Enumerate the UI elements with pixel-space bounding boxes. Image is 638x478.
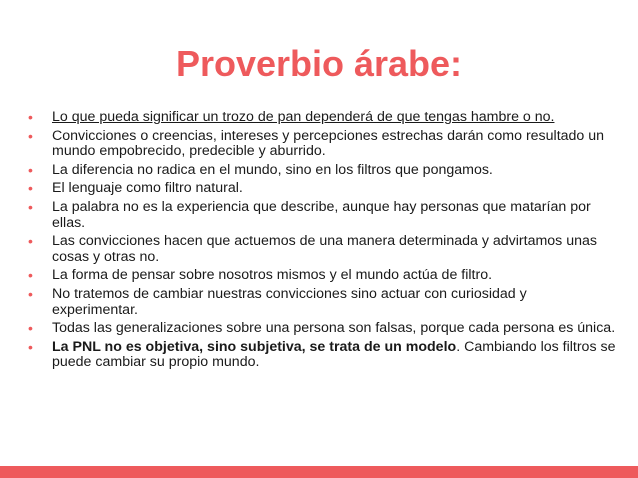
bullet-marker: • xyxy=(28,267,33,284)
bullet-item-1 xyxy=(26,110,616,126)
bullet-text: Lo que pueda significar un trozo de pan dependerá de que tengas hambre o no. xyxy=(52,109,555,125)
bullet-text: Convicciones o creencias, intereses y percepciones estrechas darán como resultado un mundo empobrecido, predecible y aburrido. xyxy=(52,127,605,160)
bullet-text: El lenguaje como filtro natural. xyxy=(52,180,243,197)
bullet-marker: • xyxy=(28,320,33,337)
bullet-item-3 xyxy=(26,163,616,179)
footer-accent-bar xyxy=(0,466,638,478)
bullet-text: La diferencia no radica en el mundo, sino en los filtros que pongamos. xyxy=(52,161,493,178)
bullet-marker: • xyxy=(28,285,33,302)
bullet-marker: • xyxy=(28,233,33,250)
bullet-marker: • xyxy=(28,109,33,125)
bullet-item-4 xyxy=(26,181,616,197)
bullet-marker: • xyxy=(28,161,33,178)
bullet-item-6 xyxy=(26,234,616,265)
bullet-item-10 xyxy=(26,340,616,371)
bullet-item-2 xyxy=(26,129,616,160)
bullet-text: La forma de pensar sobre nosotros mismos y el mundo actúa de filtro. xyxy=(52,267,493,284)
bullet-text: Las convicciones hacen que actuemos de una manera determinada y advirtamos unas cosas y otras no. xyxy=(52,233,597,265)
bullet-marker: • xyxy=(28,127,33,144)
bullet-marker: • xyxy=(28,338,33,355)
bullet-text: No tratemos de cambiar nuestras convicciones sino actuar con curiosidad y experimentar. xyxy=(52,285,527,318)
bullet-list xyxy=(26,110,616,374)
bullet-text: La palabra no es la experiencia que describe, aunque hay personas que matarían por ellas. xyxy=(52,198,591,231)
bullet-item-8 xyxy=(26,287,616,318)
slide-title: Proverbio árabe: xyxy=(175,43,463,84)
bullet-marker: • xyxy=(28,198,33,215)
bullet-item-5 xyxy=(26,200,616,231)
bullet-text: Todas las generalizaciones sobre una persona son falsas, porque cada persona es única. xyxy=(52,320,616,337)
bullet-text-bold: La PNL no es objetiva, sino subjetiva, se trata de un modelo xyxy=(52,338,457,355)
bullet-item-7 xyxy=(26,268,616,284)
bullet-text: . Cambiando los filtros se puede cambiar su propio mundo. xyxy=(52,338,616,371)
bullet-marker: • xyxy=(28,180,33,197)
bullet-item-9 xyxy=(26,321,616,337)
